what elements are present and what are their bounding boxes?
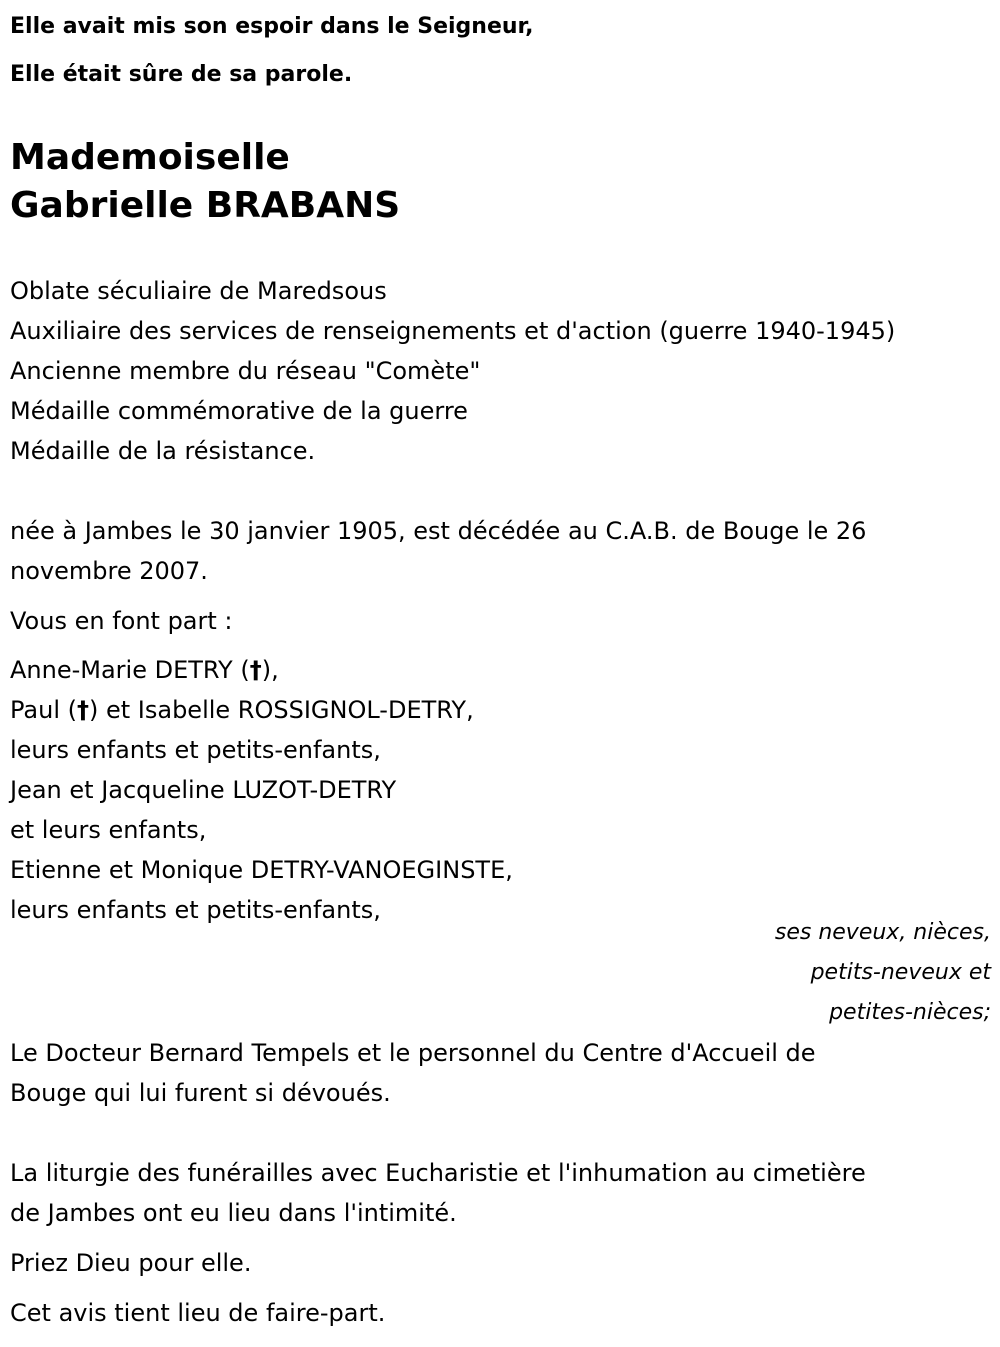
family-line-1 [10, 650, 279, 690]
epigraph-line-2: Elle était sûre de sa parole. [10, 62, 353, 87]
family-line-4: Jean et Jacqueline LUZOT-DETRY [10, 776, 397, 804]
notice: Cet avis tient lieu de faire-part. [10, 1299, 386, 1327]
family-line-1-start: Anne-Marie DETRY ( [10, 656, 250, 684]
announce-intro: Vous en font part : [10, 607, 233, 635]
family-line-6: Etienne et Monique DETRY-VANOEGINSTE, [10, 856, 513, 884]
family-line-1-end: ), [261, 656, 279, 684]
distinction-2: Auxiliaire des services de renseignements et d'action (guerre 1940-1945) [10, 317, 896, 345]
birth-death-line-1: née à Jambes le 30 janvier 1905, est décédée au C.A.B. de Bouge le 26 [10, 517, 867, 545]
family-line-3: leurs enfants et petits-enfants, [10, 736, 381, 764]
thanks-line-1: Le Docteur Bernard Tempels et le personnel du Centre d'Accueil de [10, 1039, 816, 1067]
deceased-name-block [10, 134, 400, 230]
funeral-line-1: La liturgie des funérailles avec Eucharistie et l'inhumation au cimetière [10, 1159, 866, 1187]
family-line-2 [10, 690, 474, 730]
family-line-2-end: ) et Isabelle ROSSIGNOL-DETRY, [88, 696, 474, 724]
family-line-7: leurs enfants et petits-enfants, [10, 896, 381, 924]
prayer: Priez Dieu pour elle. [10, 1249, 252, 1277]
cross-icon: † [76, 696, 89, 724]
funeral-line-2: de Jambes ont eu lieu dans l'intimité. [10, 1199, 457, 1227]
relatives-line-3: petites-nièces; [829, 1000, 991, 1025]
distinction-4: Médaille commémorative de la guerre [10, 397, 468, 425]
distinction-3: Ancienne membre du réseau "Comète" [10, 357, 481, 385]
birth-death-line-2: novembre 2007. [10, 557, 208, 585]
distinction-1: Oblate séculiaire de Maredsous [10, 277, 387, 305]
deceased-name: Gabrielle BRABANS [10, 185, 401, 226]
relatives-line-1: ses neveux, nièces, [774, 920, 991, 945]
thanks-line-2: Bouge qui lui furent si dévoués. [10, 1079, 391, 1107]
family-line-2-start: Paul ( [10, 696, 77, 724]
relatives-line-2: petits-neveux et [810, 960, 991, 985]
epigraph-line-1: Elle avait mis son espoir dans le Seigneur, [10, 14, 534, 39]
family-line-5: et leurs enfants, [10, 816, 207, 844]
cross-icon: † [249, 656, 262, 684]
deceased-title: Mademoiselle [10, 137, 290, 178]
distinction-5: Médaille de la résistance. [10, 437, 316, 465]
